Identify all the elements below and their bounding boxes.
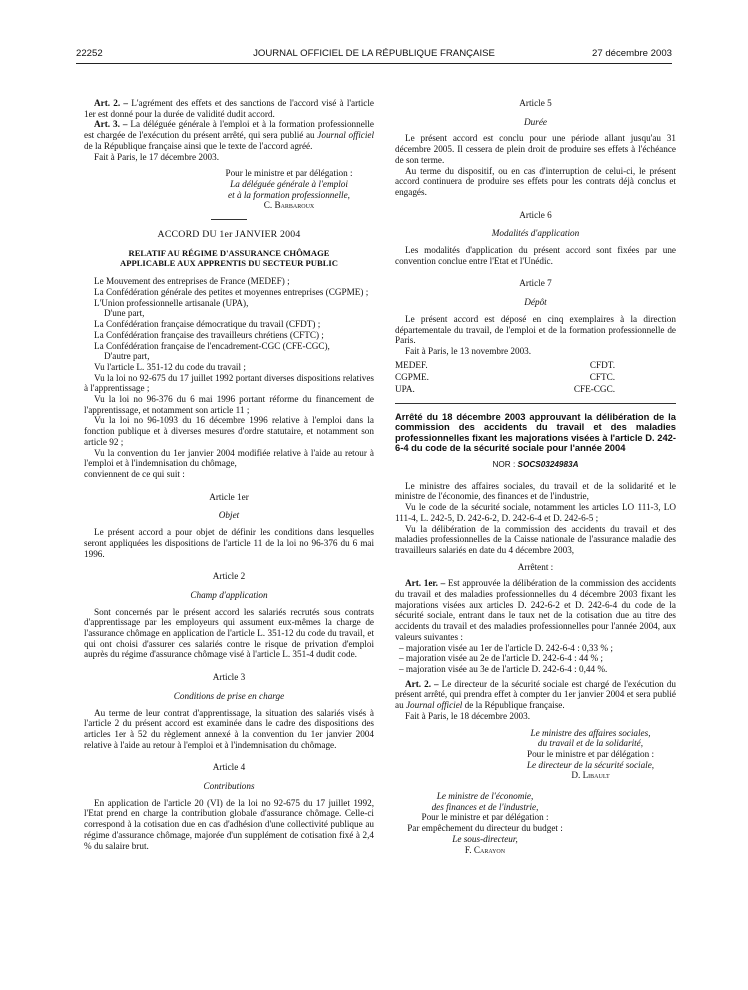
page-number: 22252 [76, 48, 103, 59]
party-3: L'Union professionnelle artisanale (UPA), [94, 297, 249, 308]
art2-paragraph: Art. 2. – L'agrément des effets et des sanctions de l'accord visé à l'article 1er est donné pour la durée de validité dudit accord. [84, 98, 374, 119]
signatory-name: F. Carayon [464, 844, 506, 855]
right-column [395, 98, 676, 855]
vu-item: Vu la loi no 96-376 du 6 mai 1996 portant réforme du financement de l'apprentissage, et notamment son article 11 ; [84, 394, 374, 415]
signatories-table [395, 359, 615, 395]
party-5: La Confédération française des travailleurs chrétiens (CFTC) ; [94, 329, 324, 340]
section-rule [395, 403, 676, 404]
article-1-label: Article 1er [209, 491, 249, 502]
signature-block: Pour le ministre et par délégation : La déléguée générale à l'emploi et à la formation professionnelle, C. Barbaroux [204, 168, 374, 211]
article-3-title: Conditions de prise en charge [173, 690, 285, 701]
article-3-text: Au terme de leur contrat d'apprentissage, la situation des salariés visés à l'article 2 du présent accord est examinée dans le cadre des dispositions des articles 1er à 52 du règlement annexé à la convention du 1er janvier 2004 relative à l'aide au retour à l'emploi et à l'indemnisation du chômage. [84, 707, 374, 750]
article-7-label: Article 7 [519, 278, 552, 289]
fait-a-paris-2: Fait à Paris, le 13 novembre 2003. [405, 345, 532, 356]
accord-subtitle: RELATIF AU RÉGIME D'ASSURANCE CHÔMAGE APPLICABLE AUX APPRENTIS DU SECTEUR PUBLIC [120, 247, 338, 268]
article-7-text: Le présent accord est déposé en cinq exemplaires à la direction départementale du travail, de l'emploi et de la formation professionnelle de Paris. [395, 313, 676, 346]
article-5-title: Durée [524, 116, 547, 127]
article-5-text-2: Au terme du dispositif, ou en cas d'interruption de celui-ci, le présent accord continuera de produire ses effets pour les contrats déjà conclus et engagés. [395, 165, 676, 197]
article-6-label: Article 6 [519, 209, 552, 220]
article-1-title: Objet [218, 510, 240, 521]
arrete-art1: Art. 1er. – Est approuvée la délibération de la commission des accidents du travail et des maladies professionnelles du 4 décembre 2003 fixant les majorations visées aux articles D. 242-6-2 et D. 242-6-4 du code de la sécurité sociale, entrant dans le taux net de la cotisation due au titre des accidents du travail et des maladies professionnelles pour l'année 2004, aux valeurs suivantes : [395, 578, 676, 642]
left-column [84, 98, 374, 851]
signatory-row: UPA. CFE-CGC. [395, 383, 615, 394]
article-7-title: Dépôt [524, 297, 547, 308]
header-rule [76, 63, 672, 64]
article-2-label: Article 2 [212, 571, 246, 582]
fait-a-paris: Fait à Paris, le 17 décembre 2003. [94, 151, 220, 162]
article-4-text: En application de l'article 20 (VI) de la loi no 92-675 du 17 juillet 1992, l'Etat prend en charge la contribution globale d'assurance chômage. Celle-ci correspond à la cotisation due en cas d'adhésion d'une collectivité publique au régime d'assurance chômage, majorée d'un supplément de cotisation fixé à 2,4 % du salaire brut. [84, 797, 374, 851]
party-6: La Confédération française de l'encadrement-CGC (CFE-CGC), [94, 340, 330, 351]
vu-item: Vu la loi no 96-1093 du 16 décembre 1996 relative à l'emploi dans la fonction publique et à diverses mesures d'ordre statutaire, et notamment son article 92 ; [84, 415, 374, 447]
arrete-vu-2: Vu la délibération de la commission des accidents du travail et des maladies professionnelles de la Caisse nationale de l'assurance maladie des travailleurs salariés en date du 4 décembre 2003, [395, 523, 676, 555]
art2-label: Art. 2. – [94, 98, 129, 108]
accord-title: ACCORD DU 1er JANVIER 2004 [157, 229, 301, 241]
signatory-row: CGPME. CFTC. [395, 371, 615, 382]
dune-part: D'une part, [104, 308, 145, 319]
majoration-item: – majoration visée au 2e de l'article D. 242-6-4 : 44 % ; [399, 653, 603, 664]
party-1: Le Mouvement des entreprises de France (MEDEF) ; [94, 276, 290, 287]
separator [211, 219, 247, 220]
vu-item: Vu l'article L. 351-12 du code du travail ; [94, 361, 246, 372]
arrete-vu-1: Vu le code de la sécurité sociale, notamment les articles LO 111-3, LO 111-4, L. 242-5, D. 242-6-2, D. 242-6-4 et D. 242-6-5 ; [395, 502, 676, 523]
journal-title: JOURNAL OFFICIEL DE LA RÉPUBLIQUE FRANÇAISE [253, 48, 495, 59]
article-6-text: Les modalités d'application du présent accord sont fixées par une convention conclue entre l'Etat et l'Unédic. [395, 245, 676, 266]
fait-a-paris-3: Fait à Paris, le 18 décembre 2003. [405, 710, 531, 721]
issue-date: 27 décembre 2003 [591, 48, 672, 59]
art3-label: Art. 3. – [94, 119, 128, 130]
majoration-item: – majoration visée au 3e de l'article D. 242-6-4 : 0,44 %. [399, 663, 608, 674]
party-4: La Confédération française démocratique du travail (CFDT) ; [94, 319, 321, 330]
arretent: Arrêtent : [517, 561, 554, 572]
signatory-row: MEDEF. CFDT. [395, 359, 615, 370]
arrete-intro: Le ministre des affaires sociales, du travail et de la solidarité et le ministre de l'économie, des finances et de l'industrie, [395, 480, 676, 502]
article-4-label: Article 4 [212, 762, 246, 773]
arrete-title: Arrêté du 18 décembre 2003 approuvant la délibération de la commission des accidents du travail et des maladies professionnelles fixant les majorations visées à l'article D. 242-6-4 du code de la sécurité sociale pour l'année 2004 [395, 410, 676, 454]
page-header [76, 48, 672, 62]
nor-reference: NOR : SOCS0324983A [492, 460, 579, 470]
signature-block-1: Le ministre des affaires sociales, du travail et de la solidarité, Pour le ministre et par délégation : Le directeur de la sécurité sociale, D. Libault [505, 728, 676, 782]
article-2-text: Sont concernés par le présent accord les salariés recrutés sous contrats d'apprentissage par les employeurs qui assument eux-mêmes la charge de l'assurance chômage en application de l'article L. 351-12 du code du travail, et qui ont choisi d'assurer ces salariés contre le risque de privation d'emploi auprès du régime d'assurance chômage visé à l'article L. 351-4 dudit code. [84, 606, 374, 660]
signatory-name: D. Libault [571, 770, 610, 781]
party-2: La Confédération générale des petites et moyennes entreprises (CGPME) ; [94, 287, 369, 298]
dautre-part: D'autre part, [104, 351, 150, 362]
majoration-item: – majoration visée au 1er de l'article D. 242-6-4 : 0,33 % ; [399, 642, 613, 653]
conviennent: conviennent de ce qui suit : [84, 468, 185, 479]
article-4-title: Contributions [203, 781, 255, 792]
article-2-title: Champ d'application [190, 589, 268, 600]
article-6-title: Modalités d'application [491, 228, 580, 239]
art3-paragraph: Art. 3. – La déléguée générale à l'emploi et à la formation professionnelle est chargée de l'exécution du présent arrêté, qui sera publié au Journal officiel de la République française ainsi que le texte de l'accord agréé. [84, 119, 375, 151]
article-5-label: Article 5 [519, 98, 552, 108]
signature-block-2: Le ministre de l'économie, des finances et de l'industrie, Pour le ministre et par délégation : Par empêchement du directeur du budget : Le sous-directeur, F. Carayon [395, 791, 575, 855]
article-1-text: Le présent accord a pour objet de définir les conditions dans lesquelles seront appliquées les dispositions de l'article 11 de la loi no 96-376 du 6 mai 1996. [84, 527, 374, 559]
arrete-art2: Art. 2. – Le directeur de la sécurité sociale est chargé de l'exécution du présent arrêté, qui prendra effet à compter du 1er janvier 2004 et sera publié au Journal officiel de la République française. [395, 678, 676, 711]
vu-item: Vu la convention du 1er janvier 2004 modifiée relative à l'aide au retour à l'emploi et à l'indemnisation du chômage, [84, 447, 374, 469]
vu-item: Vu la loi no 92-675 du 17 juillet 1992 portant diverses dispositions relatives à l'apprentissage ; [84, 372, 374, 394]
article-3-label: Article 3 [212, 672, 246, 683]
article-5-text-1: Le présent accord est conclu pour une période allant jusqu'au 31 décembre 2005. Il cessera de plein droit de produire ses effets à l'échéance de son terme. [395, 133, 676, 165]
signatory-name: C. Barbaroux [263, 200, 315, 211]
